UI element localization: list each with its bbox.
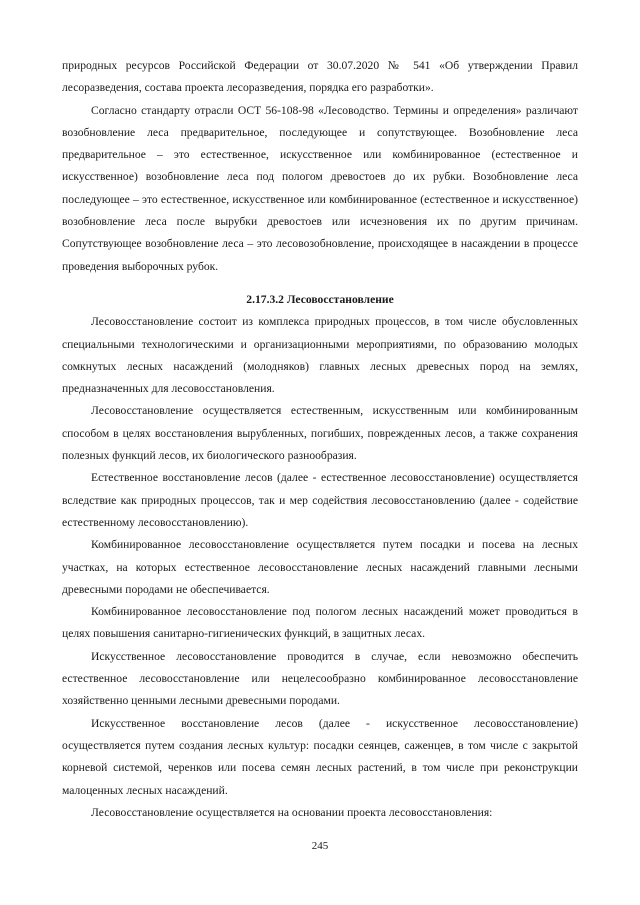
paragraph-combined-reforestation: Комбинированное лесовосстановление осуществляется путем посадки и посева на лесных участках, на которых естественное лесовосстановление лесных насаждений главными лесными древесными породами не обеспечивается. [62, 538, 578, 596]
document-page [62, 55, 578, 824]
paragraph-artificial-reforestation-method: Искусственное восстановление лесов (далее - искусственное лесовосстановление) осуществляется путем создания лесных культур: посадки сеянцев, саженцев, в том числе с закрытой корневой системой, черенков или посева семян лесных растений, в том числе при реконструкции малоценных лесных насаждений. [62, 716, 578, 797]
paragraph-reforestation-project: Лесовосстановление осуществляется на основании проекта лесовосстановления: [91, 805, 493, 819]
paragraph-artificial-reforestation-case: Искусственное лесовосстановление проводится в случае, если невозможно обеспечить естественное лесовосстановление или нецелесообразно комбинированное лесовосстановление хозяйственно ценными лесными древесными породами. [62, 649, 578, 708]
paragraph-continuation: природных ресурсов Российской Федерации от 30.07.2020 № 541 «Об утверждении Правил лесоразведения, состава проекта лесоразведения, порядка его разработки». [62, 59, 578, 95]
paragraph-reforestation-definition: Лесовосстановление состоит из комплекса природных процессов, в том числе обусловленных специальными технологическими и организационными мероприятиями, по образованию молодых сомкнутых лесных насаждений (молодняков) главных лесных древесных пород на землях, предназначенных для лесовосстановления. [62, 315, 578, 396]
page-number: 245 [311, 840, 329, 852]
section-heading: 2.17.3.2 Лесовосстановление [246, 292, 394, 306]
paragraph-reforestation-methods: Лесовосстановление осуществляется естественным, искусственным или комбинированным способом в целях восстановления вырубленных, погибших, поврежденных лесов, а также сохранения полезных функций лесов, их биологического разнообразия. [62, 404, 578, 463]
paragraph-combined-under-canopy: Комбинированное лесовосстановление под пологом лесных насаждений может проводиться в целях повышения санитарно-гигиенических функций, в защитных лесах. [62, 605, 578, 641]
paragraph-ost-definitions: Согласно стандарту отрасли ОСТ 56-108-98 «Лесоводство. Термины и определения» различают возобновление леса предварительное, последующее и сопутствующее. Возобновление леса предварительное – это естественное, искусственное или комбинированное (естественное и искусственное) возобновление леса под пологом древостоев до их рубки. Возобновление леса последующее – это естественное, искусственное или комбинированное (естественное и искусственное) возобновление леса после вырубки древостоев или исчезновения их по другим причинам. Сопутствующее возобновление леса – это лесовозобновление, происходящее в насаждении в процессе проведения выборочных рубок. [62, 103, 578, 273]
paragraph-natural-reforestation: Естественное восстановление лесов (далее - естественное лесовосстановление) осуществляется вследствие как природных процессов, так и мер содействия лесовосстановлению (далее - содействие естественному лесовосстановлению). [62, 471, 578, 529]
